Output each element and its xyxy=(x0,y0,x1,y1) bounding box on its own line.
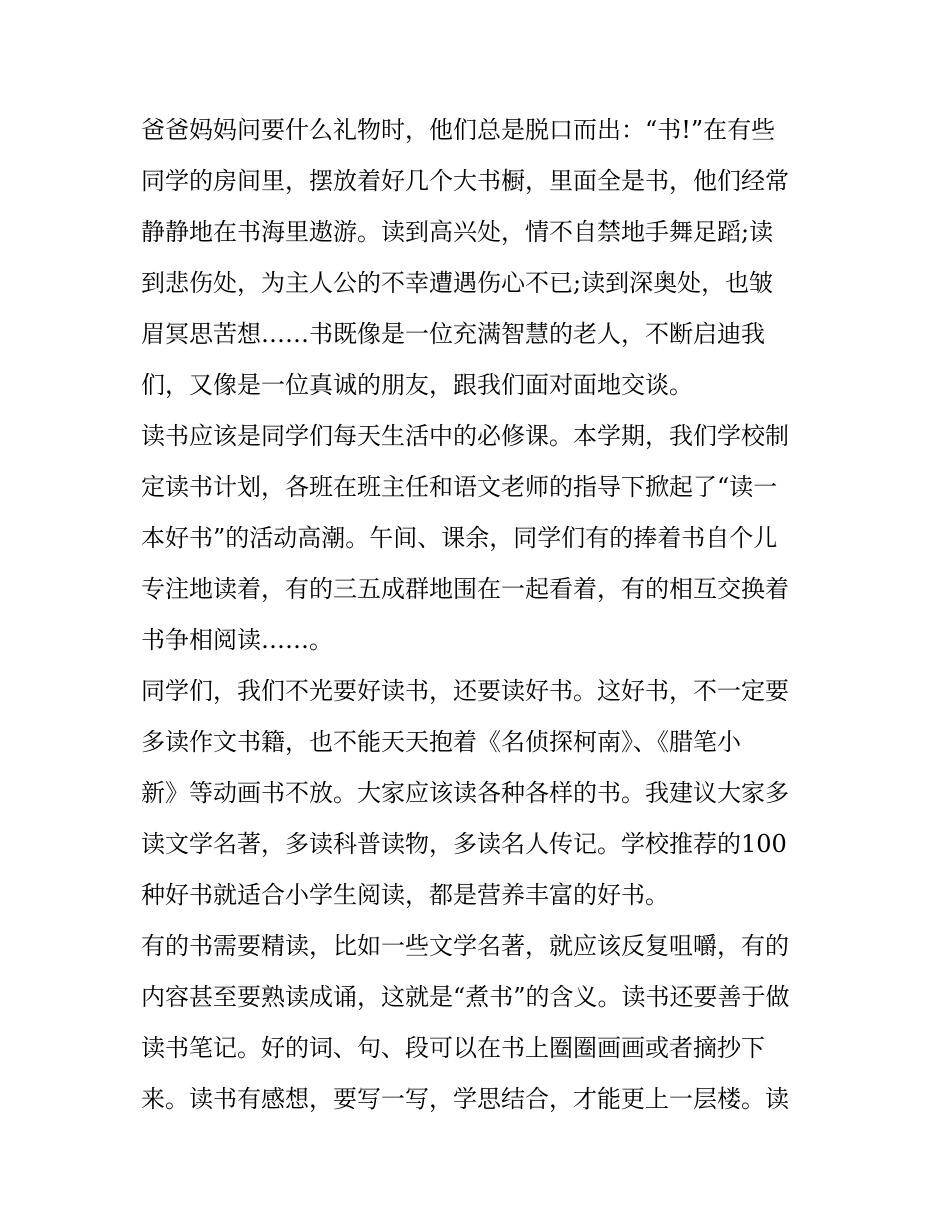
text-line: 们，又像是一位真诚的朋友，跟我们面对面地交谈。 xyxy=(141,371,693,399)
text-line: 内容甚至要熟读成诵，这就是“煮书”的含义。读书还要善于做 xyxy=(141,983,790,1011)
text-line: 本好书”的活动高潮。午间、课余，同学们有的捧着书自个儿 xyxy=(141,524,778,552)
text-line: 读书笔记。好的词、句、段可以在书上圈圈画画或者摘抄下 xyxy=(141,1034,765,1062)
text-line: 来。读书有感想，要写一写，学思结合，才能更上一层楼。读 xyxy=(141,1085,789,1113)
text-line: 新》等动画书不放。大家应该读各种各样的书。我建议大家多 xyxy=(141,779,789,807)
text-line: 读文学名著，多读科普读物，多读名人传记。学校推荐的100 xyxy=(141,830,787,858)
text-line: 静静地在书海里遨游。读到高兴处，情不自禁地手舞足蹈;读 xyxy=(141,218,774,246)
text-line: 书争相阅读……。 xyxy=(141,626,333,654)
text-line: 到悲伤处，为主人公的不幸遭遇伤心不已;读到深奥处，也皱 xyxy=(141,269,774,297)
text-line: 专注地读着，有的三五成群地围在一起看着，有的相互交换着 xyxy=(141,575,789,603)
text-line: 定读书计划，各班在班主任和语文老师的指导下掀起了“读一 xyxy=(141,473,778,501)
text-line: 同学的房间里，摆放着好几个大书橱，里面全是书，他们经常 xyxy=(141,167,789,195)
text-line: 有的书需要精读，比如一些文学名著，就应该反复咀嚼，有的 xyxy=(141,932,789,960)
text-line: 读书应该是同学们每天生活中的必修课。本学期，我们学校制 xyxy=(141,422,789,450)
text-line: 多读作文书籍，也不能天天抱着《名侦探柯南》、《腊笔小 xyxy=(141,728,741,756)
document-body xyxy=(141,105,813,1125)
text-line: 爸爸妈妈问要什么礼物时，他们总是脱口而出：“书!”在有些 xyxy=(141,116,776,144)
text-line: 眉冥思苦想……书既像是一位充满智慧的老人，不断启迪我 xyxy=(141,320,765,348)
text-line: 种好书就适合小学生阅读，都是营养丰富的好书。 xyxy=(141,881,669,909)
text-line: 同学们，我们不光要好读书，还要读好书。这好书，不一定要 xyxy=(141,677,789,705)
